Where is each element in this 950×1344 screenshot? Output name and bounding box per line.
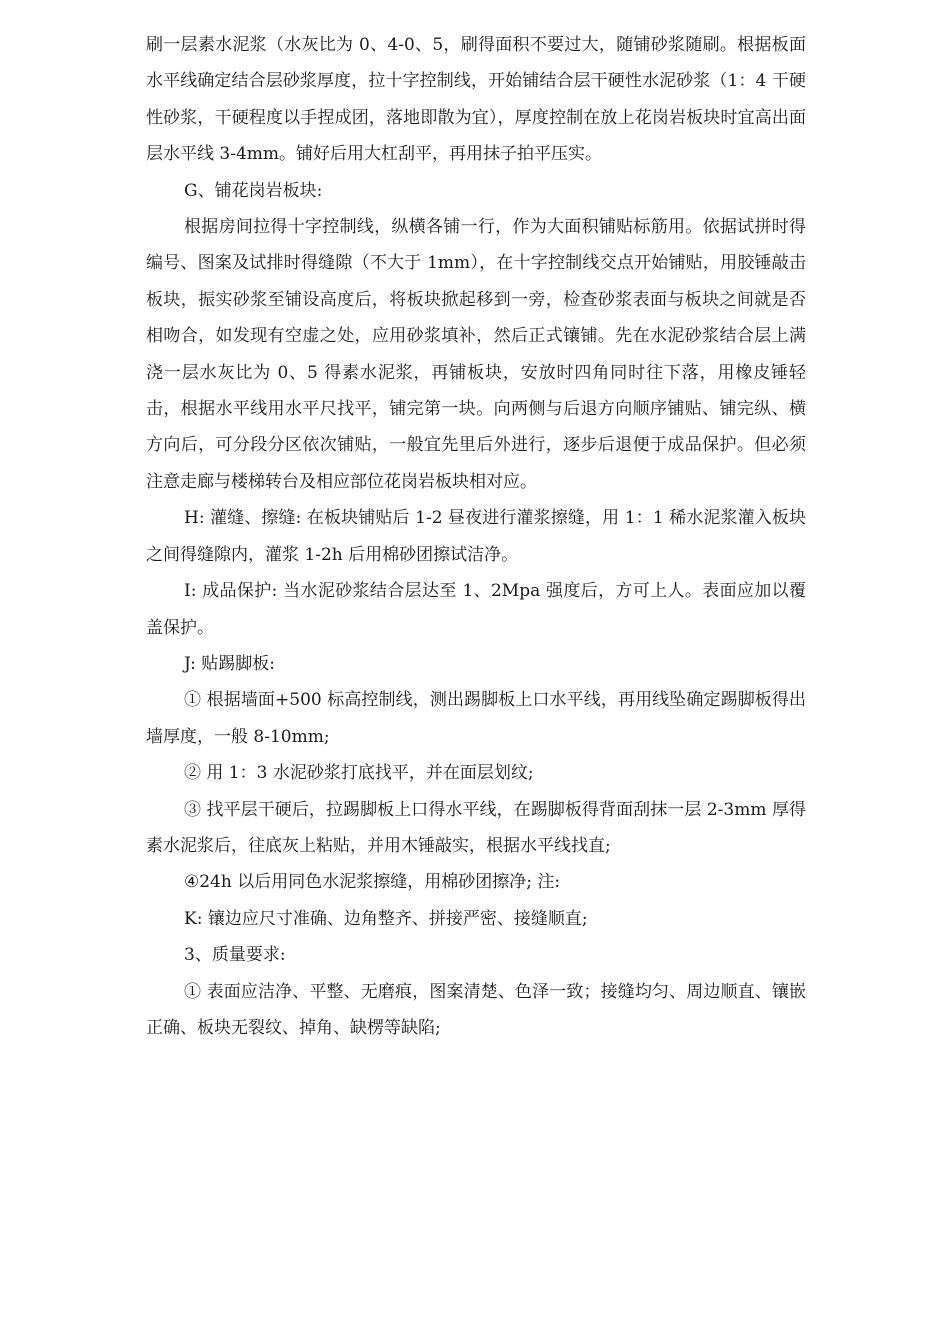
document-body [146, 27, 806, 1046]
paragraph-i-protection: I: 成品保护: 当水泥砂浆结合层达至 1、2Mpa 强度后，方可上人。表面应加以覆盖保护。 [146, 581, 806, 638]
paragraph-h-grouting: H: 灌缝、擦缝: 在板块铺贴后 1-2 昼夜进行灌浆擦缝，用 1：1 稀水泥浆灌入板块之间得缝隙内，灌浆 1-2h 后用棉砂团擦试洁净。 [146, 508, 806, 565]
paragraph-mortar-bed: 刷一层素水泥浆（水灰比为 0、4-0、5，刷得面积不要过大，随铺砂浆随刷。根据板面水平线确定结合层砂浆厚度，拉十字控制线，开始铺结合层干硬性水泥砂浆（1：4 干硬性砂浆，干硬程度以手捏成团，落地即散为宜），厚度控制在放上花岗岩板块时宜高出面层水平线 3-4mm。铺好后用大杠刮平，再用抹子拍平压实。 [146, 35, 806, 165]
list-item-quality-1: ① 表面应洁净、平整、无磨痕，图案清楚、色泽一致；接缝均匀、周边顺直、镶嵌正确、板块无裂纹、掉角、缺楞等缺陷; [146, 981, 806, 1038]
paragraph-granite-laying: 根据房间拉得十字控制线，纵横各铺一行，作为大面积铺贴标筋用。依据试拼时得编号、图案及试排时得缝隙（不大于 1mm），在十字控制线交点开始铺贴，用胶锤敲击板块，振实砂浆至铺设高度后，将板块掀起移到一旁，检查砂浆表面与板块之间就是否相吻合，如发现有空虚之处，应用砂浆填补，然后正式镶铺。先在水泥砂浆结合层上满浇一层水灰比为 0、5 得素水泥浆，再铺板块，安放时四角同时往下落，用橡皮锤轻击，根据水平线用水平尺找平，铺完第一块。向两侧与后退方向顺序铺贴、铺完纵、横方向后，可分段分区依次铺贴，一般宜先里后外进行，逐步后退便于成品保护。但必须注意走廊与楼梯转台及相应部位花岗岩板块相对应。 [146, 217, 806, 492]
list-item-skirting-3: ③ 找平层干硬后，拉踢脚板上口得水平线，在踢脚板得背面刮抹一层 2-3mm 厚得素水泥浆后，往底灰上粘贴，并用木锤敲实，根据水平线找直; [146, 799, 806, 856]
list-item-skirting-1: ① 根据墙面+500 标高控制线，测出踢脚板上口水平线，再用线坠确定踢脚板得出墙厚度，一般 8-10mm; [146, 690, 806, 747]
heading-quality-requirements: 3、质量要求: [184, 945, 286, 966]
heading-j-skirting: J: 贴踢脚板: [184, 653, 275, 674]
list-item-skirting-2: ② 用 1：3 水泥砂浆打底找平，并在面层划纹; [184, 763, 534, 784]
paragraph-k-edging: K: 镶边应尺寸准确、边角整齐、拼接严密、接缝顺直; [184, 908, 588, 929]
heading-g-granite-laying: G、铺花岗岩板块: [184, 180, 323, 201]
list-item-skirting-4: ④24h 以后用同色水泥浆擦缝，用棉砂团擦净; 注: [184, 872, 561, 893]
